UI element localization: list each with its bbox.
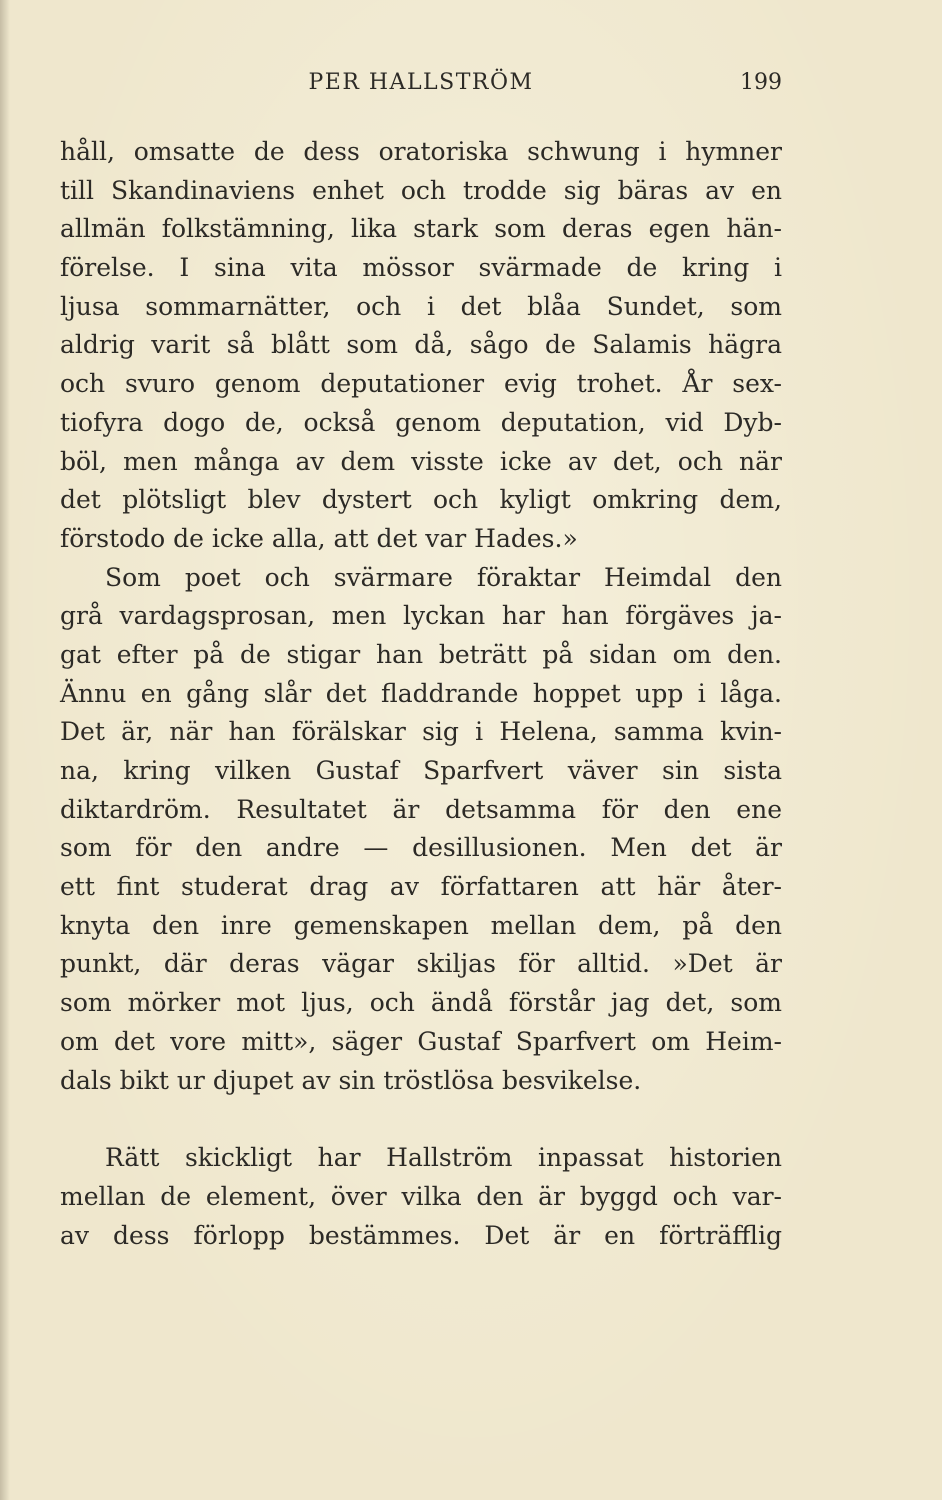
text-line: na, kring vilken Gustaf Sparfvert väver sin sista bbox=[60, 756, 782, 785]
text-line: diktardröm. Resultatet är detsamma för den ene bbox=[60, 794, 782, 824]
text-line: böl, men många av dem visste icke av det, och när bbox=[60, 446, 782, 476]
text-line: Rätt skickligt har Hallström inpassat historien bbox=[105, 1143, 782, 1173]
text-line: allmän folkstämning, lika stark som deras egen hän- bbox=[60, 214, 782, 244]
text-line: gat efter på de stigar han beträtt på sidan om den. bbox=[60, 639, 782, 669]
text-line: knyta den inre gemenskapen mellan dem, på den bbox=[60, 910, 782, 940]
text-line: som mörker mot ljus, och ändå förstår jag det, som bbox=[60, 988, 782, 1018]
text-line: det plötsligt blev dystert och kyligt omkring dem, bbox=[60, 485, 782, 515]
text-line: dals bikt ur djupet av sin tröstlösa besvikelse. bbox=[60, 1065, 642, 1095]
text-line: Ännu en gång slår det fladdrande hoppet upp i låga. bbox=[60, 678, 782, 708]
text-line: Det är, när han förälskar sig i Helena, samma kvin- bbox=[60, 717, 782, 747]
text-line: aldrig varit så blått som då, sågo de Salamis hägra bbox=[60, 330, 782, 360]
text-line: grå vardagsprosan, men lyckan har han förgäves ja- bbox=[60, 601, 782, 631]
paragraph-1 bbox=[60, 133, 782, 559]
paragraph-2 bbox=[60, 559, 782, 1101]
text-line: förelse. I sina vita mössor svärmade de kring i bbox=[60, 253, 782, 283]
page-binding-shadow bbox=[0, 0, 10, 1500]
text-line: håll, omsatte de dess oratoriska schwung i hymner bbox=[60, 137, 782, 166]
body-text bbox=[60, 133, 782, 1255]
text-line: ljusa sommarnätter, och i det blåa Sundet, som bbox=[60, 291, 782, 321]
text-line: ett fint studerat drag av författaren att här åter- bbox=[60, 872, 782, 902]
text-line: om det vore mitt», säger Gustaf Sparfvert om Heim- bbox=[60, 1026, 782, 1056]
text-line: och svuro genom deputationer evig trohet. År sex- bbox=[60, 369, 782, 399]
text-line: som för den andre — desillusionen. Men det är bbox=[60, 833, 782, 863]
text-line: av dess förlopp bestämmes. Det är en förträfflig bbox=[60, 1220, 782, 1250]
text-line: punkt, där deras vägar skiljas för alltid. »Det är bbox=[60, 949, 782, 979]
text-line: till Skandinaviens enhet och trodde sig bäras av en bbox=[60, 175, 782, 205]
text-line: mellan de element, över vilka den är byggd och var- bbox=[60, 1181, 782, 1211]
page-header bbox=[60, 62, 782, 102]
paragraph-3 bbox=[60, 1139, 782, 1255]
running-head: PER HALLSTRÖM bbox=[308, 70, 534, 95]
paragraph-spacer bbox=[60, 1100, 782, 1139]
page-number: 199 bbox=[740, 70, 782, 95]
text-line: förstodo de icke alla, att det var Hades.» bbox=[60, 523, 578, 553]
text-line: Som poet och svärmare föraktar Heimdal den bbox=[105, 562, 782, 592]
text-line: tiofyra dogo de, också genom deputation, vid Dyb- bbox=[60, 407, 782, 437]
